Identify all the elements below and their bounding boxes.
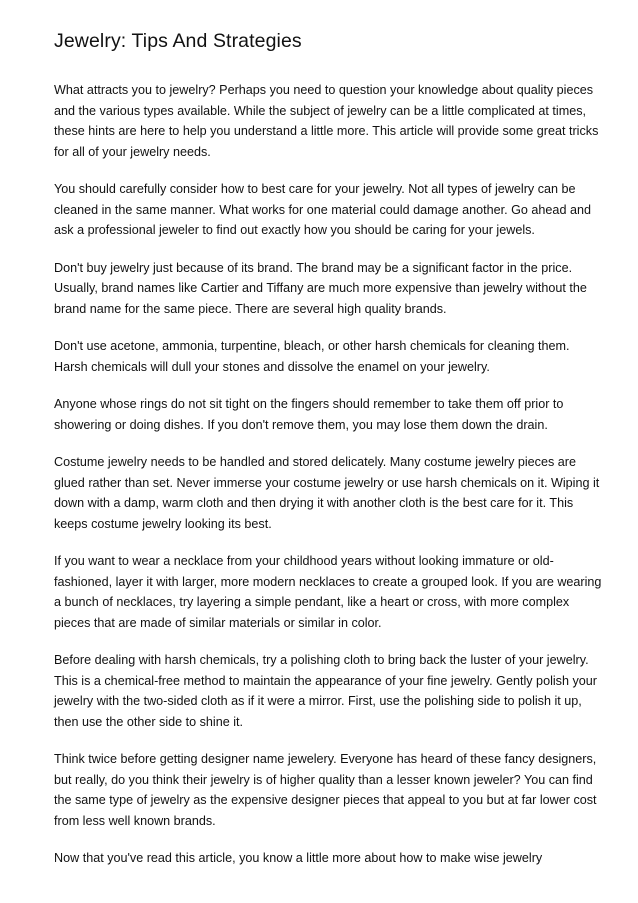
paragraph-10: Now that you've read this article, you know a little more about how to make wise jewelry [54, 851, 543, 865]
document-page [54, 28, 602, 886]
paragraph-2: You should carefully consider how to best care for your jewelry. Not all types of jewelry can be cleaned in the same manner. What works for one material could damage another. Go ahead and ask a professional jeweler to find out exactly how you should be caring for your jewels. [54, 182, 591, 237]
paragraph-5: Anyone whose rings do not sit tight on the fingers should remember to take them off prior to showering or doing dishes. If you don't remove them, you may lose them down the drain. [54, 397, 564, 432]
document-title: Jewelry: Tips And Strategies [54, 30, 302, 52]
paragraph-7: If you want to wear a necklace from your childhood years without looking immature or old-fashioned, layer it with larger, more modern necklaces to create a grouped look. If you are wearing a bunch of necklaces, try layering a simple pendant, like a heart or cross, with more complex pieces that are made of similar materials or similar in color. [54, 554, 602, 630]
paragraph-1: What attracts you to jewelry? Perhaps you need to question your knowledge about quality pieces and the various types available. While the subject of jewelry can be a little complicated at times, these hints are here to help you understand a little more. This article will provide some great tricks for all of your jewelry needs. [54, 83, 599, 159]
paragraph-4: Don't use acetone, ammonia, turpentine, bleach, or other harsh chemicals for cleaning them. Harsh chemicals will dull your stones and dissolve the enamel on your jewelry. [54, 339, 570, 374]
paragraph-9: Think twice before getting designer name jewelery. Everyone has heard of these fancy designers, but really, do you think their jewelry is of higher quality than a lesser known jeweler? You can find the same type of jewelry as the expensive designer pieces that appeal to you but at far lower cost from less well known brands. [54, 752, 597, 828]
paragraph-8: Before dealing with harsh chemicals, try a polishing cloth to bring back the luster of your jewelry. This is a chemical-free method to maintain the appearance of your fine jewelry. Gently polish your jewelry with the two-sided cloth as if it were a mirror. First, use the polishing side to polish it up, then use the other side to shine it. [54, 653, 597, 729]
paragraph-6: Costume jewelry needs to be handled and stored delicately. Many costume jewelry pieces are glued rather than set. Never immerse your costume jewelry or use harsh chemicals on it. Wiping it down with a damp, warm cloth and then drying it with another cloth is the best care for it. This keeps costume jewelry looking its best. [54, 455, 600, 531]
paragraph-3: Don't buy jewelry just because of its brand. The brand may be a significant factor in the price. Usually, brand names like Cartier and Tiffany are much more expensive than jewelry without the brand name for the same piece. There are several high quality brands. [54, 260, 587, 316]
